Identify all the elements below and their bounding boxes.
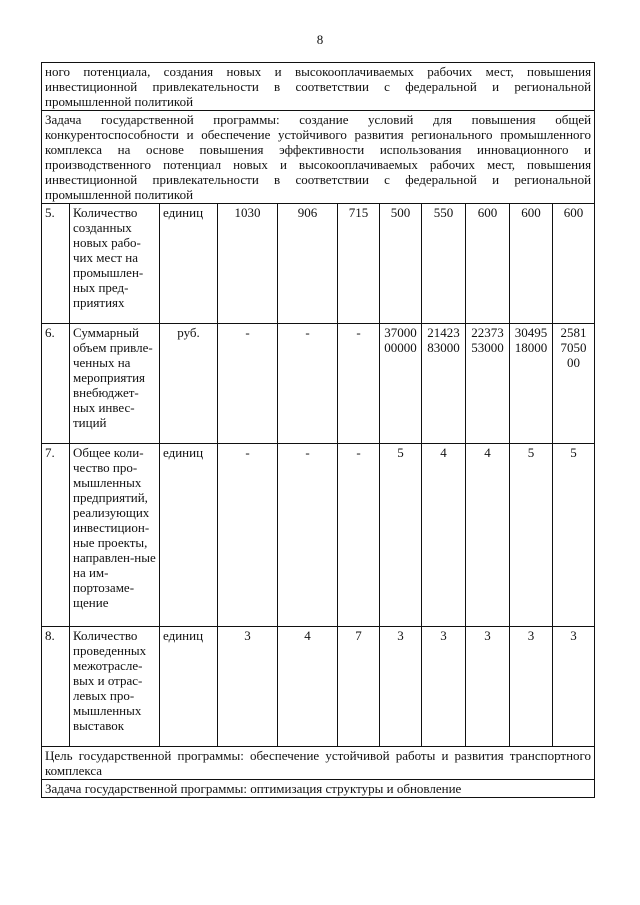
value-cell: 3 — [553, 627, 595, 747]
task-row — [42, 780, 595, 798]
value-cell: 906 — [278, 204, 338, 324]
unit: единиц — [160, 444, 218, 627]
indicator-name: Суммарный объем привле-ченных на мероприятия внебюджет-ных инвес-тиций — [70, 324, 160, 444]
value-cell: - — [218, 324, 278, 444]
value-cell: 550 — [422, 204, 466, 324]
value-cell: 3 — [466, 627, 510, 747]
value-cell: 5 — [510, 444, 553, 627]
task-row — [42, 111, 595, 204]
value-cell: 500 — [380, 204, 422, 324]
goal-text: Цель государственной программы: обеспечение устойчивой работы и развития транспортного комплекса — [42, 747, 595, 780]
indicator-name: Количество созданных новых рабо-чих мест на промышлен-ных пред-приятиях — [70, 204, 160, 324]
value-cell: 4 — [466, 444, 510, 627]
indicator-name: Общее коли-чество про-мышленных предприятий, реализующих инвестицион-ные проекты, направлен-ные на им-портозаме-щение — [70, 444, 160, 627]
page-number: 8 — [316, 32, 324, 47]
value-cell: 37000 00000 — [380, 324, 422, 444]
value-cell: - — [338, 324, 380, 444]
task-text: Задача государственной программы: оптимизация структуры и обновление — [42, 780, 595, 798]
value-cell: 715 — [338, 204, 380, 324]
value-cell: - — [278, 324, 338, 444]
goal-row — [42, 747, 595, 780]
value-cell: 600 — [510, 204, 553, 324]
row-number: 6. — [42, 324, 70, 444]
indicators-table — [41, 62, 595, 798]
value-cell: 1030 — [218, 204, 278, 324]
value-cell: - — [338, 444, 380, 627]
value-cell: 600 — [553, 204, 595, 324]
value-cell: 21423 83000 — [422, 324, 466, 444]
continuation-text: ного потенциала, создания новых и высокооплачиваемых рабочих мест, повышения инвестиционной привлекательности в соответствии с федеральной и региональной промышленной политикой — [42, 63, 595, 111]
value-cell: 600 — [466, 204, 510, 324]
row-number: 5. — [42, 204, 70, 324]
indicator-name: Количество проведенных межотрасле-вых и отрас-левых про-мышленных выставок — [70, 627, 160, 747]
value-cell: 22373 53000 — [466, 324, 510, 444]
task-text: Задача государственной программы: создание условий для повышения общей конкурентоспособности и обеспечение устойчивого развития регионального промышленного комплекса на основе повышения эффективности использования инновационного и производственного потенциал новых и высокооплачиваемых рабочих мест, повышения инвестиционной привлекательности в соответствии с федеральной и региональной промышленной политикой — [42, 111, 595, 204]
table-row — [42, 324, 595, 444]
value-cell: 5 — [553, 444, 595, 627]
value-cell: 5 — [380, 444, 422, 627]
value-cell: 3 — [510, 627, 553, 747]
unit: единиц — [160, 627, 218, 747]
table-row — [42, 204, 595, 324]
value-cell: 3 — [218, 627, 278, 747]
row-number: 8. — [42, 627, 70, 747]
value-cell: - — [218, 444, 278, 627]
unit: единиц — [160, 204, 218, 324]
value-cell: 30495 18000 — [510, 324, 553, 444]
value-cell: 3 — [380, 627, 422, 747]
unit: руб. — [160, 324, 218, 444]
value-cell: - — [278, 444, 338, 627]
continuation-row — [42, 63, 595, 111]
value-cell: 4 — [278, 627, 338, 747]
table-row — [42, 444, 595, 627]
value-cell: 2581 7050 00 — [553, 324, 595, 444]
value-cell: 4 — [422, 444, 466, 627]
table-row — [42, 627, 595, 747]
value-cell: 7 — [338, 627, 380, 747]
value-cell: 3 — [422, 627, 466, 747]
row-number: 7. — [42, 444, 70, 627]
